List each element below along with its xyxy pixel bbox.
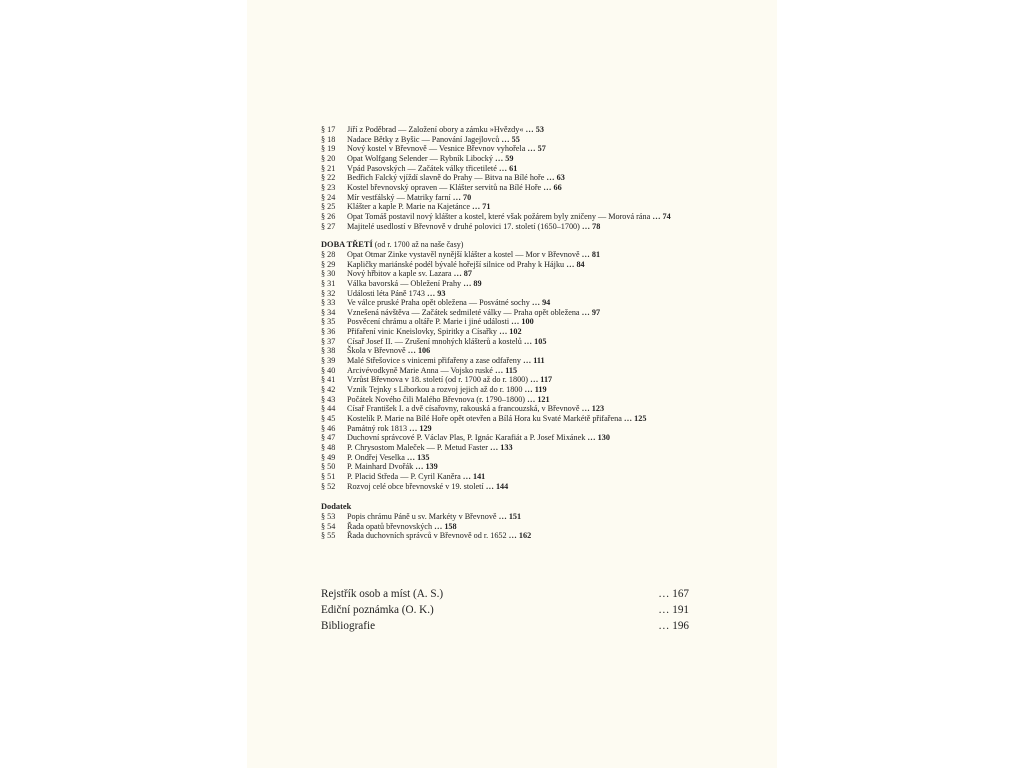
entry-title [347, 482, 681, 492]
toc-entry [321, 404, 681, 414]
entry-text: Majitelé usedlostí v Břevnově v druhé polovici 17. století (1650–1700) [347, 221, 582, 231]
section-number: § 55 [321, 531, 336, 541]
entry-text: Počátek Nového čili Malého Břevnova (r. 1790–1800) [347, 394, 528, 404]
toc-entry [321, 356, 681, 366]
entry-page: … 111 [522, 356, 545, 366]
section-number: § 49 [321, 452, 336, 462]
entry-text: Řada duchovních správců v Břevnově od r. 1652 [347, 531, 509, 541]
appendix-entries [321, 512, 681, 541]
entry-page: … 66 [543, 182, 562, 192]
entry-text: P. Mainhard Dvořák [347, 462, 416, 472]
entry-page: … 89 [463, 278, 482, 288]
toc-entry [321, 154, 681, 164]
entry-page: … 61 [498, 163, 518, 173]
toc-entry [321, 260, 681, 270]
section-number: § 20 [321, 153, 336, 163]
appendix-heading: Dodatek [321, 502, 352, 512]
entry-title [347, 472, 681, 482]
section-number: § 21 [321, 163, 336, 173]
toc-entry [321, 269, 681, 279]
toc-entry [321, 337, 681, 347]
section-number: § 18 [321, 134, 336, 144]
entry-title [347, 279, 681, 289]
entry-text: Nový kostel v Břevnově — Vesnice Břevnov vyhořela [347, 144, 528, 154]
section-number: § 45 [321, 414, 336, 424]
entry-title [347, 531, 681, 541]
toc-entry [321, 346, 681, 356]
section-number: § 44 [321, 404, 336, 414]
entry-text: Přifaření vinic Kneislovky, Spiritky a Císařky [347, 327, 500, 337]
section-number: § 28 [321, 249, 336, 259]
toc-entry [321, 193, 681, 203]
entry-page: … 100 [511, 317, 534, 327]
section-number: § 39 [321, 356, 336, 366]
entry-text: P. Placid Středa — P. Cyril Kaněra [347, 471, 463, 481]
entry-page: … 123 [581, 404, 605, 414]
entry-text: Popis chrámu Páně u sv. Markéty v Břevnově [347, 511, 499, 521]
entry-text: Císař František I. a dvě císařovny, rakouská a francouzská, v Břevnově [347, 404, 582, 414]
entry-text: P. Chrysostom Maleček — P. Metud Faster [347, 443, 491, 452]
entry-page: … 63 [546, 173, 565, 183]
section-number: § 25 [321, 202, 336, 212]
entry-page: … 133 [490, 443, 513, 452]
entry-text: Vznešená návštěva — Začátek sedmileté války — Praha opět obležena [347, 307, 582, 317]
entry-title [347, 424, 681, 434]
entry-title [347, 385, 681, 395]
entry-page: … 71 [472, 202, 491, 212]
section-number: § 41 [321, 375, 336, 385]
section-number: § 22 [321, 173, 336, 183]
entry-title [347, 433, 681, 443]
entry-text: Malé Střešovice s vinicemi přifařeny a zase odfařeny [347, 356, 523, 366]
book-page [247, 0, 777, 768]
entry-page: … 93 [427, 288, 446, 298]
entry-title [347, 327, 681, 337]
toc-entry [321, 202, 681, 212]
entry-title [347, 404, 681, 414]
section-number: § 29 [321, 259, 336, 269]
entry-text: Opat Tomáš postavil nový klášter a kostel, které však požárem byly zničeny — Morová rána [347, 211, 653, 221]
entry-page: … 53 [525, 125, 544, 134]
entry-page: … 117 [530, 375, 553, 385]
entry-page: … 141 [462, 471, 486, 481]
entry-page: … 55 [501, 134, 520, 144]
back-matter-label: Rejstřík osob a míst (A. S.) [321, 588, 444, 600]
section-number: § 52 [321, 481, 336, 491]
entry-page: … 81 [581, 249, 601, 259]
entry-text: Kapličky mariánské podél bývalé hořejší silnice od Prahy k Hájku [347, 259, 567, 269]
entry-text: Jiří z Poděbrad — Založení obory a zámku »Hvězdy« [347, 125, 526, 134]
entry-text: Památný rok 1813 [347, 423, 410, 433]
entry-title [347, 164, 681, 174]
toc-entry [321, 289, 681, 299]
toc-entry [321, 462, 681, 472]
section-number: § 31 [321, 278, 336, 288]
entry-page: … 102 [499, 327, 522, 337]
entry-title [347, 193, 681, 203]
entry-page: … 129 [409, 423, 432, 433]
toc-entry [321, 125, 681, 135]
entry-text: Arcivévodkyně Marie Anna — Vojsko ruské [347, 365, 495, 375]
entry-page: … 87 [453, 269, 472, 279]
entry-title [347, 269, 681, 279]
toc-entry [321, 472, 681, 482]
entry-title [347, 395, 681, 405]
toc-entry [321, 385, 681, 395]
entry-page: … 74 [652, 211, 671, 221]
entry-title [347, 375, 681, 385]
entry-page: … 135 [406, 452, 430, 462]
toc-entry [321, 424, 681, 434]
back-matter-page: … 191 [658, 604, 689, 617]
part-three-title: DOBA TŘETÍ [321, 240, 373, 250]
section-number: § 36 [321, 327, 336, 337]
entry-title [347, 443, 681, 453]
entry-page: … 57 [527, 144, 546, 154]
entry-title [347, 135, 681, 145]
section-number: § 30 [321, 269, 336, 279]
toc-entry [321, 453, 681, 463]
section-number: § 19 [321, 144, 336, 154]
entry-text: Mír vestfálský — Matriky farní [347, 192, 453, 202]
entry-text: Vzrůst Břevnova v 18. století (od r. 1700 až do r. 1800) [347, 375, 531, 385]
toc-entry [321, 183, 681, 193]
section-number: § 26 [321, 211, 336, 221]
section-number: § 34 [321, 307, 336, 317]
section-number: § 47 [321, 433, 336, 443]
toc-entry [321, 327, 681, 337]
entry-title [347, 366, 681, 376]
entry-page: … 119 [524, 385, 547, 395]
entry-page: … 125 [623, 414, 647, 424]
entry-page: … 115 [494, 365, 518, 375]
back-matter-label: Ediční poznámka (O. K.) [321, 604, 434, 617]
section-number: § 38 [321, 346, 336, 356]
section-number: § 48 [321, 443, 336, 452]
table-of-contents [321, 125, 681, 541]
entry-text: Řada opatů břevnovských [347, 521, 435, 531]
entry-text: Ve válce pruské Praha opět obležena — Posvátné sochy [347, 298, 532, 308]
entry-text: Opat Otmar Zinke vystavěl nynější klášter a kostel — Mor v Břevnově [347, 249, 582, 259]
section-number: § 51 [321, 471, 336, 481]
toc-entry [321, 173, 681, 183]
entry-page: … 84 [566, 259, 585, 269]
toc-entry [321, 279, 681, 289]
entry-title [347, 250, 681, 260]
entry-page: … 70 [452, 192, 472, 202]
entry-title [347, 260, 681, 270]
entry-title [347, 154, 681, 164]
back-matter-row [321, 602, 689, 618]
entry-title [347, 173, 681, 183]
entry-page: … 158 [434, 521, 457, 531]
toc-entry [321, 522, 681, 532]
entry-title [347, 202, 681, 212]
entry-page: … 144 [485, 481, 509, 491]
toc-entry [321, 375, 681, 385]
back-matter-page: … 167 [658, 588, 689, 600]
entry-page: … 130 [587, 433, 610, 443]
entry-text: Kostelík P. Marie na Bílé Hoře opět otevřen a Bílá Hora ku Svaté Markétě přifařena [347, 414, 624, 424]
toc-entry [321, 512, 681, 522]
entry-title [347, 522, 681, 532]
toc-entry [321, 135, 681, 145]
entry-title [347, 212, 681, 222]
toc-entry [321, 164, 681, 174]
toc-entry [321, 144, 681, 154]
section-number: § 35 [321, 317, 336, 327]
entry-title [347, 144, 681, 154]
back-matter-row [321, 586, 689, 602]
entry-title [347, 512, 681, 522]
entry-title [347, 125, 681, 135]
entry-title [347, 346, 681, 356]
section-number: § 17 [321, 125, 336, 134]
entry-page: … 78 [581, 221, 601, 231]
section-number: § 24 [321, 192, 336, 202]
toc-entry [321, 395, 681, 405]
entry-page: … 139 [415, 462, 438, 472]
toc-entry [321, 317, 681, 327]
entry-text: Nový hřbitov a kaple sv. Lazara [347, 269, 454, 279]
entry-page: … 59 [495, 153, 514, 163]
entry-page: … 97 [581, 307, 601, 317]
entry-text: Kostel břevnovský opraven — Klášter servitů na Bílé Hoře [347, 182, 544, 192]
toc-entry [321, 308, 681, 318]
entry-title [347, 298, 681, 308]
part-three-subtitle: (od r. 1700 až na naše časy) [372, 240, 464, 250]
entry-text: Rozvoj celé obce břevnovské v 19. století [347, 481, 486, 491]
section-number: § 33 [321, 298, 336, 308]
entry-text: Posvěcení chrámu a oltáře P. Marie i jiné události [347, 317, 512, 327]
entry-page: … 106 [407, 346, 431, 356]
back-matter-label: Bibliografie [321, 620, 376, 633]
entry-text: Válka bavorská — Obležení Prahy [347, 278, 464, 288]
entry-title [347, 462, 681, 472]
entry-page: … 162 [508, 531, 532, 541]
entry-text: Vpád Pasovských — Začátek války třicetileté [347, 163, 499, 173]
part-two-entries [321, 125, 681, 231]
entry-page: … 94 [531, 298, 551, 308]
entry-page: … 121 [527, 394, 550, 404]
entry-title [347, 453, 681, 463]
toc-entry [321, 212, 681, 222]
back-matter-page: … 196 [658, 620, 689, 633]
section-number: § 37 [321, 336, 336, 346]
section-number: § 54 [321, 521, 336, 531]
entry-text: Škola v Břevnově [347, 346, 408, 356]
section-number: § 43 [321, 394, 336, 404]
toc-entry [321, 433, 681, 443]
entry-page: … 151 [498, 511, 522, 521]
entry-text: Císař Josef II. — Zrušení mnohých klášterů a kostelů [347, 336, 524, 346]
toc-entry [321, 414, 681, 424]
entry-text: Duchovní správcové P. Václav Plas, P. Ignác Karafiát a P. Josef Mixánek [347, 433, 588, 443]
section-number: § 32 [321, 288, 336, 298]
section-number: § 27 [321, 221, 336, 231]
entry-text: Vznik Tejnky s Líborkou a rozvoj jejich až do r. 1800 [347, 385, 525, 395]
section-number: § 53 [321, 511, 336, 521]
entry-title [347, 356, 681, 366]
back-matter-row [321, 618, 689, 634]
entry-title [347, 222, 681, 232]
entry-page: … 105 [523, 336, 547, 346]
toc-entry [321, 298, 681, 308]
entry-title [347, 289, 681, 299]
entry-title [347, 183, 681, 193]
part-three-entries [321, 250, 681, 491]
toc-entry [321, 531, 681, 541]
toc-entry [321, 443, 681, 453]
section-number: § 42 [321, 385, 336, 395]
entry-text: Klášter a kaple P. Marie na Kajetánce [347, 202, 473, 212]
entry-text: Opat Wolfgang Selender — Rybník Libocký [347, 153, 496, 163]
part-three-heading [321, 240, 681, 250]
entry-title [347, 308, 681, 318]
toc-entry [321, 222, 681, 232]
entry-text: P. Ondřej Veselka [347, 452, 407, 462]
entry-title [347, 337, 681, 347]
toc-entry [321, 366, 681, 376]
section-number: § 23 [321, 182, 336, 192]
entry-title [347, 317, 681, 327]
toc-entry [321, 482, 681, 492]
back-matter [321, 586, 689, 635]
entry-title [347, 414, 681, 424]
toc-entry [321, 250, 681, 260]
entry-text: Nadace Bětky z Byšic — Panování Jagejlovců [347, 134, 502, 144]
entry-text: Bedřich Falcký vjíždí slavně do Prahy — Bitva na Bílé hoře [347, 173, 547, 183]
section-number: § 50 [321, 462, 336, 472]
entry-text: Události léta Páně 1743 [347, 288, 428, 298]
section-number: § 40 [321, 365, 336, 375]
section-number: § 46 [321, 423, 336, 433]
